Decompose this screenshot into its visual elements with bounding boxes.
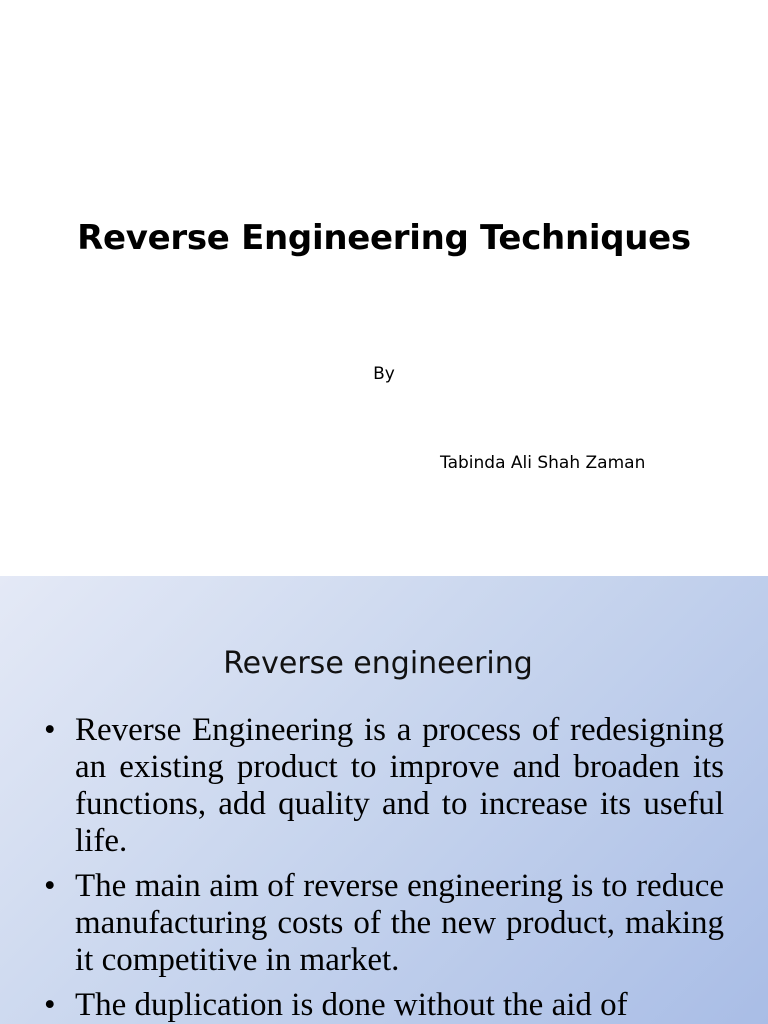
- slide-title: Reverse Engineering Techniques: [77, 218, 691, 258]
- bullet-item: [44, 987, 724, 1024]
- bullet-icon: •: [44, 987, 56, 1023]
- bullet-text: The main aim of reverse engineering is to reduce manufacturing costs of the new product, making it competitive in market.: [75, 868, 724, 978]
- bullet-item: [44, 868, 724, 979]
- by-label: By: [373, 364, 395, 384]
- bullet-icon: •: [44, 868, 56, 904]
- bullet-list: [44, 712, 724, 1024]
- bullet-text: The duplication is done without the aid of: [75, 987, 628, 1023]
- content-slide-title: Reverse engineering: [223, 646, 533, 681]
- bullet-text: Reverse Engineering is a process of redesigning an existing product to improve and broaden its functions, add quality and to increase its useful life.: [75, 712, 724, 859]
- content-slide: [0, 576, 768, 1024]
- bullet-icon: •: [44, 712, 56, 748]
- bullet-item: [44, 712, 724, 860]
- author-name: Tabinda Ali Shah Zaman: [440, 453, 646, 473]
